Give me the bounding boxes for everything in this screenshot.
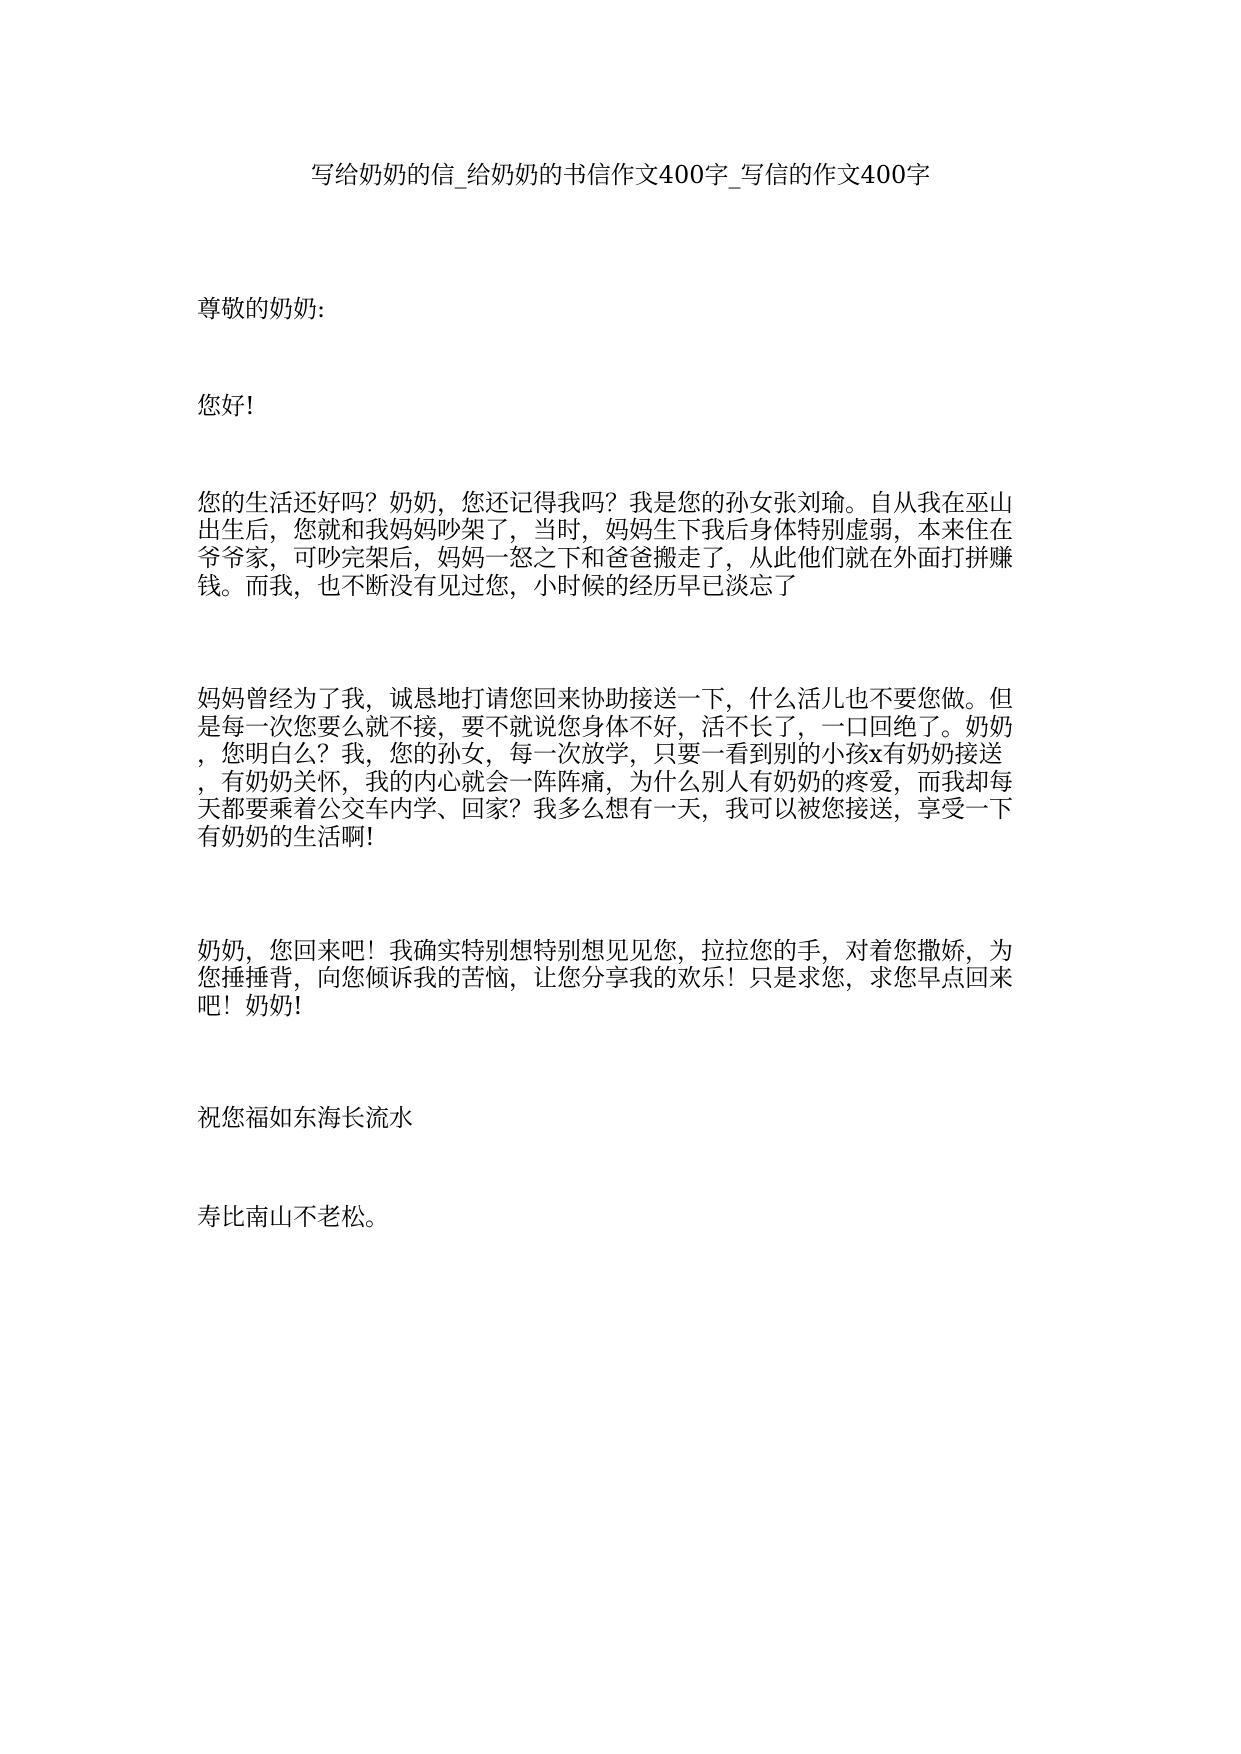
paragraph-line: ，有奶奶关怀，我的内心就会一阵阵痛，为什么别人有奶奶的疼爱，而我却每 (197, 768, 1013, 796)
paragraph-line: 钱。而我，也不断没有见过您，小时候的经历早已淡忘了 (197, 572, 797, 600)
paragraph-line: ，您明白么？我，您的孙女，每一次放学，只要一看到别的小孩x有奶奶接送 (197, 740, 1003, 768)
paragraph-line: 是每一次您要么就不接，要不就说您身体不好，活不长了，一口回绝了。奶奶 (197, 713, 1013, 741)
paragraph-line: 爷爷家，可吵完架后，妈妈一怒之下和爸爸搬走了，从此他们就在外面打拼赚 (197, 544, 1013, 572)
paragraph-line: 奶奶，您回来吧！我确实特别想特别想见见您，拉拉您的手，对着您撒娇，为 (197, 937, 1013, 965)
paragraph-line: 出生后，您就和我妈妈吵架了，当时，妈妈生下我后身体特别虚弱，本来住在 (197, 516, 1013, 544)
paragraph-line: 吧！奶奶! (197, 992, 303, 1020)
paragraph-line: 您的生活还好吗？奶奶，您还记得我吗？我是您的孙女张刘瑜。自从我在巫山 (197, 489, 1013, 517)
document-title: 写给奶奶的信_给奶奶的书信作文400字_写信的作文400字 (310, 161, 931, 189)
greeting: 您好! (197, 392, 255, 420)
paragraph-line: 妈妈曾经为了我，诚恳地打请您回来协助接送一下，什么活儿也不要您做。但 (197, 685, 1013, 713)
closing-line-1: 祝您福如东海长流水 (197, 1104, 413, 1132)
paragraph-line: 有奶奶的生活啊! (197, 823, 375, 851)
salutation: 尊敬的奶奶: (197, 295, 326, 323)
paragraph-line: 天都要乘着公交车内学、回家？我多么想有一天，我可以被您接送，享受一下 (197, 795, 1013, 823)
paragraph-line: 您捶捶背，向您倾诉我的苦恼，让您分享我的欢乐！只是求您，求您早点回来 (197, 964, 1013, 992)
closing-line-2: 寿比南山不老松。 (197, 1203, 389, 1231)
